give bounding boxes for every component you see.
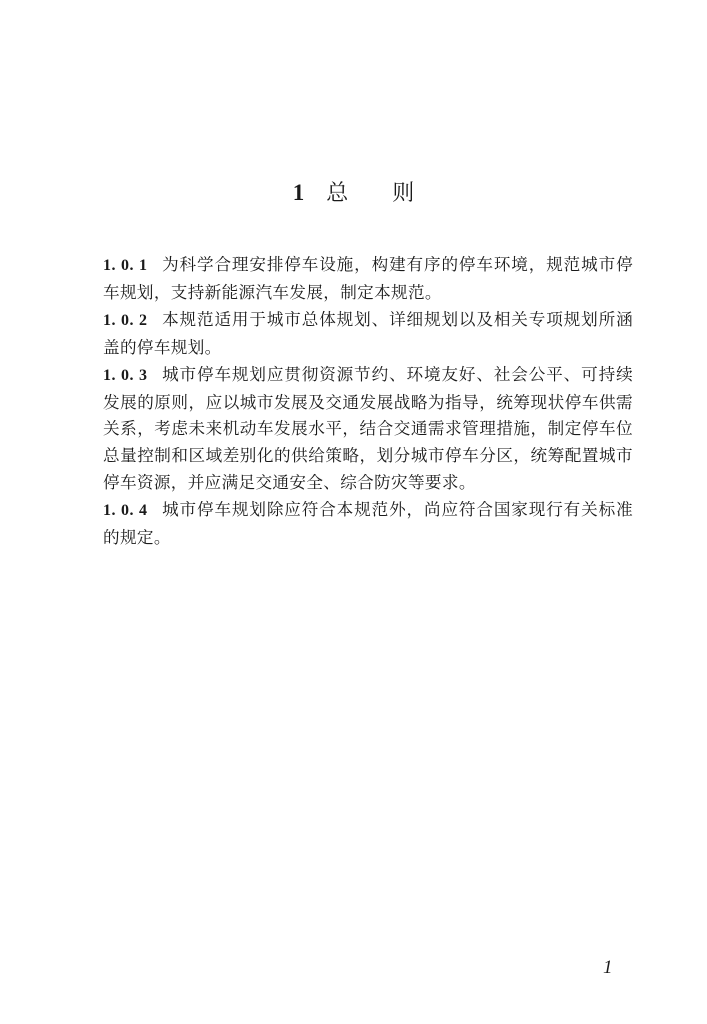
clause-text: 城市停车规划应贯彻资源节约、环境友好、社会公平、可持续发展的原则，应以城市发展及交通发展战略为指导，统筹现状停车供需关系，考虑未来机动车发展水平，结合交通需求管理措施，制定停车位总量控制和区域差别化的供给策略，划分城市停车分区，统筹配置城市停车资源，并应满足交通安全、综合防灾等要求。	[103, 364, 634, 493]
chapter-title-char-1: 总	[326, 181, 349, 206]
clause-1-0-3	[103, 362, 633, 498]
clause-text: 本规范适用于城市总体规划、详细规划以及相关专项规划所涵盖的停车规划。	[103, 309, 634, 357]
clause-text: 城市停车规划除应符合本规范外，尚应符合国家现行有关标准的规定。	[103, 500, 634, 548]
clause-number: 1. 0. 1	[103, 257, 148, 274]
clause-1-0-2	[103, 307, 633, 362]
chapter-number: 1	[292, 180, 305, 205]
clause-1-0-4	[103, 497, 633, 552]
chapter-title-char-2: 则	[392, 181, 415, 206]
chapter-title	[0, 178, 707, 209]
page-number: 1	[603, 957, 613, 978]
clause-number: 1. 0. 3	[103, 366, 148, 384]
clause-text: 为科学合理安排停车设施，构建有序的停车环境，规范城市停车规划，支持新能源汽车发展，制定本规范。	[103, 255, 634, 302]
clause-number: 1. 0. 4	[103, 502, 148, 520]
clause-1-0-1	[103, 252, 633, 307]
clauses-body	[103, 252, 633, 552]
clause-number: 1. 0. 2	[103, 311, 148, 329]
